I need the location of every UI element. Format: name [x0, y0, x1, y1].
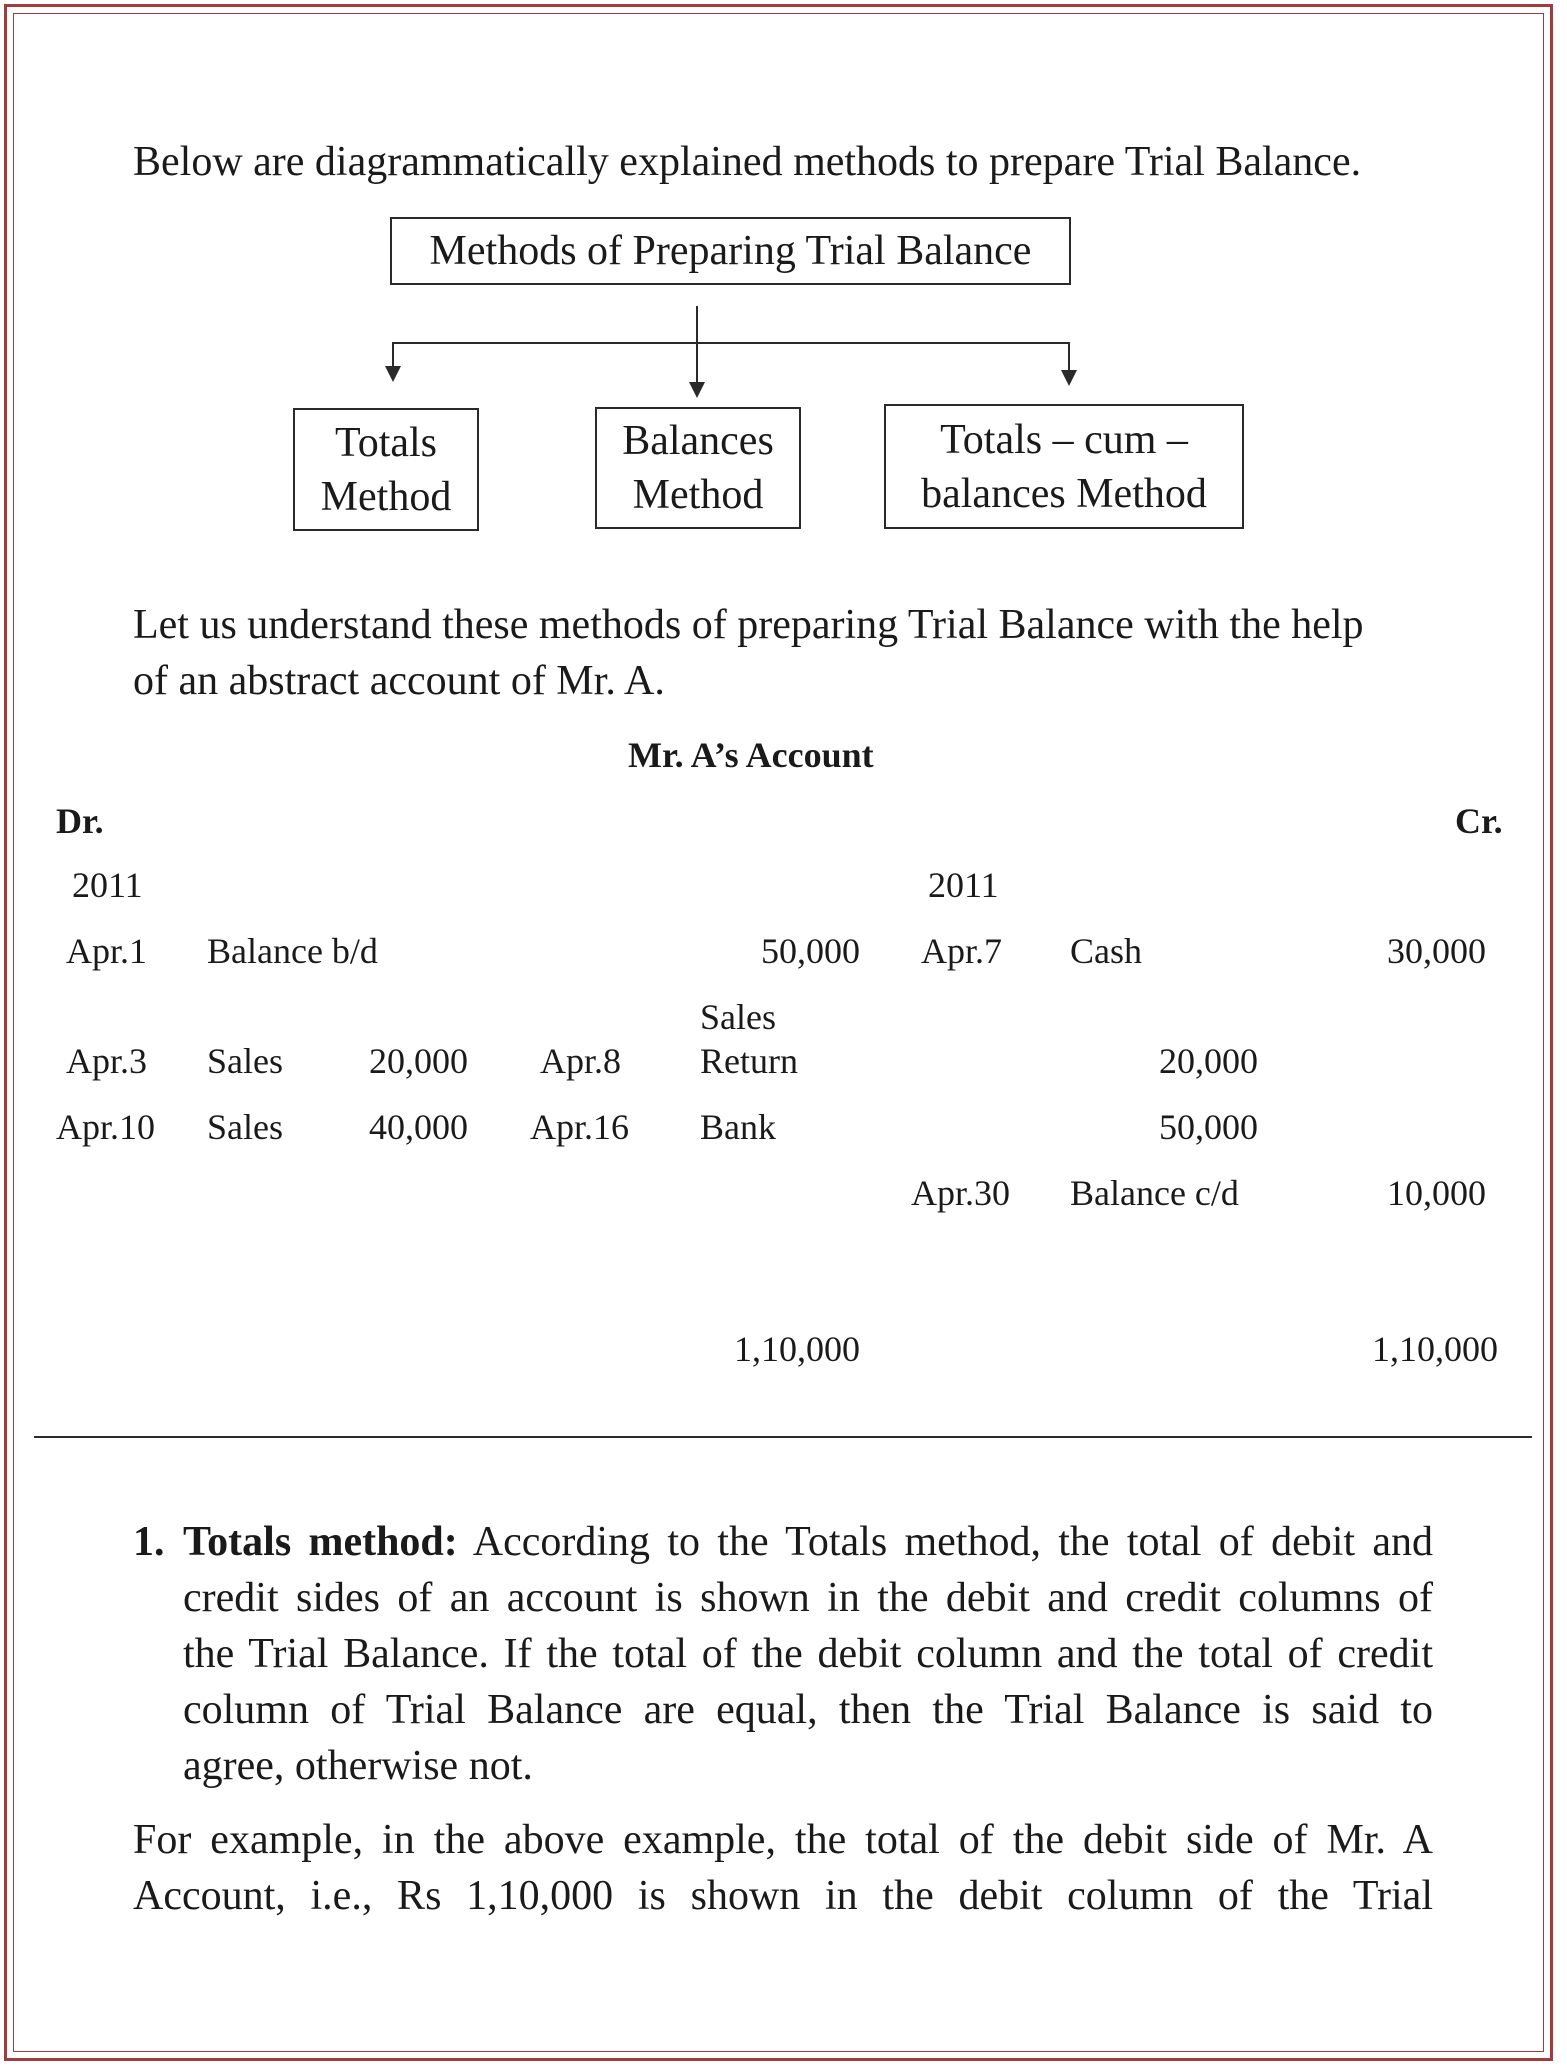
- diagram-box-line: Totals – cum –: [940, 416, 1188, 463]
- example-paragraph: [133, 1812, 1433, 1924]
- diagram-box-balances: [595, 407, 801, 529]
- connector-left-drop: [392, 342, 394, 368]
- credit-label: Cr.: [1455, 801, 1503, 841]
- debit-amount: 20,000: [369, 1041, 468, 1081]
- arrow-down-icon: [1061, 370, 1077, 386]
- connector-horizontal: [392, 342, 1070, 344]
- credit-date: Apr.30: [911, 1173, 1010, 1213]
- method1-number: 1.: [133, 1519, 165, 1565]
- method1-line: agree, otherwise not.: [183, 1743, 533, 1789]
- debit-date: Apr.10: [56, 1107, 155, 1147]
- method1-line-text: According to the Totals method, the total of debit and: [472, 1519, 1433, 1565]
- arrow-down-icon: [385, 366, 401, 382]
- para2-line2: of an abstract account of Mr. A.: [133, 658, 665, 704]
- account-title: Mr. A’s Account: [628, 735, 874, 775]
- diagram-box-line: Method: [320, 473, 452, 520]
- intro-text: Below are diagrammatically explained methods to prepare Trial Balance.: [133, 139, 1362, 185]
- method1-line: column of Trial Balance are equal, then the Trial Balance is said to: [183, 1687, 1433, 1733]
- credit-amount: 50,000: [1159, 1107, 1258, 1147]
- method1-line: [183, 1514, 1433, 1570]
- debit-date: Apr.3: [66, 1041, 147, 1081]
- debit-particulars: Sales: [207, 1041, 283, 1081]
- debit-particulars: Balance b/d: [207, 931, 378, 971]
- credit-particulars-line2: Return: [700, 1041, 798, 1081]
- credit-amount: 20,000: [1159, 1041, 1258, 1081]
- credit-amount: 30,000: [1387, 931, 1486, 971]
- credit-particulars: Balance c/d: [1070, 1173, 1239, 1213]
- method1-line: the Trial Balance. If the total of the debit column and the total of credit: [183, 1631, 1433, 1677]
- credit-year: 2011: [928, 865, 999, 905]
- debit-amount: 40,000: [369, 1107, 468, 1147]
- credit-particulars: Bank: [700, 1107, 776, 1147]
- diagram-root-box: [390, 217, 1071, 285]
- debit-label: Dr.: [56, 801, 104, 841]
- arrow-down-icon: [689, 382, 705, 398]
- section-divider: [34, 1436, 1532, 1438]
- diagram-box-line: Totals: [334, 419, 438, 466]
- credit-date: Apr.8: [540, 1041, 621, 1081]
- connector-right-drop: [1068, 342, 1070, 372]
- credit-total: 1,10,000: [1372, 1329, 1498, 1369]
- debit-date: Apr.1: [66, 931, 147, 971]
- method1-body: [183, 1514, 1433, 1794]
- para2-line1: Let us understand these methods of preparing Trial Balance with the help: [133, 602, 1364, 648]
- diagram-box-totals-cum-balances: [884, 404, 1244, 529]
- diagram-box-totals: [293, 408, 479, 531]
- debit-year: 2011: [72, 865, 143, 905]
- debit-total: 1,10,000: [734, 1329, 860, 1369]
- credit-amount: 10,000: [1387, 1173, 1486, 1213]
- debit-particulars: Sales: [207, 1107, 283, 1147]
- example-line: Account, i.e., Rs 1,10,000 is shown in the debit column of the Trial: [133, 1873, 1433, 1919]
- diagram-root-label: Methods of Preparing Trial Balance: [429, 228, 1032, 274]
- connector-root-stem: [696, 306, 698, 386]
- diagram-box-line: Method: [632, 472, 764, 518]
- debit-amount: 50,000: [761, 931, 860, 971]
- example-line: For example, in the above example, the total of the debit side of Mr. A: [133, 1817, 1433, 1863]
- credit-particulars-line1: Sales: [700, 997, 776, 1037]
- credit-date: Apr.16: [530, 1107, 629, 1147]
- method1-line: credit sides of an account is shown in the debit and credit columns of: [183, 1575, 1433, 1621]
- credit-date: Apr.7: [921, 931, 1002, 971]
- method1-heading: Totals method:: [183, 1519, 458, 1565]
- credit-particulars: Cash: [1070, 931, 1142, 971]
- diagram-box-line: Balances: [622, 418, 774, 464]
- diagram-box-line: balances Method: [921, 470, 1207, 517]
